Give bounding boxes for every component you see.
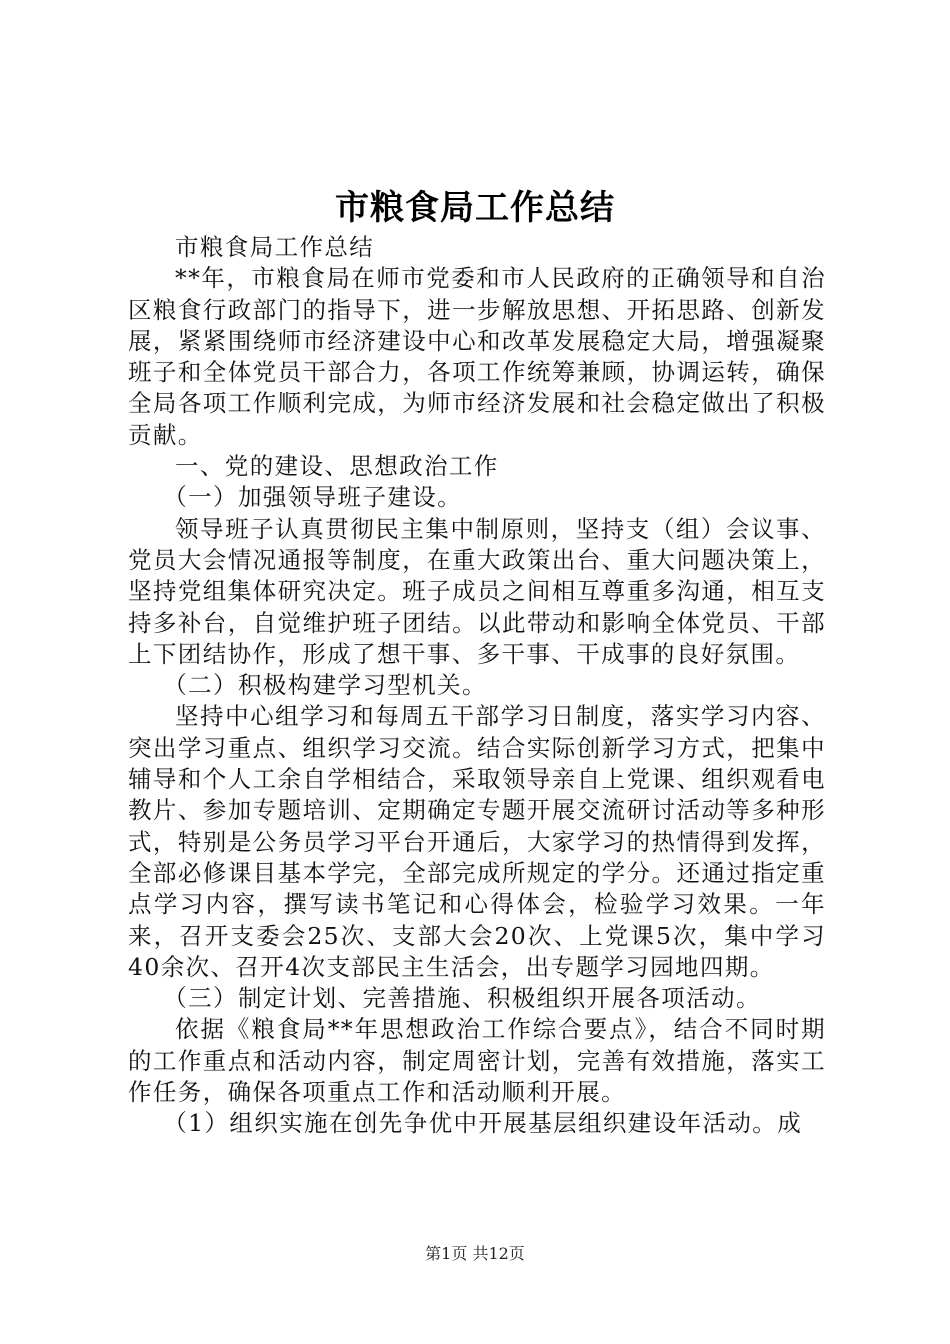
subsection-heading-3: （三）制定计划、完善措施、积极组织开展各项活动。: [163, 984, 761, 1013]
subsection-heading-1: （一）加强领导班子建设。: [163, 483, 463, 512]
paragraph-intro: **年，市粮食局在师市党委和市人民政府的正确领导和自治区粮食行政部门的指导下，进一步解放思想、开拓思路、创新发展，紧紧围绕师市经济建设中心和改革发展稳定大局，增强凝聚班子和全体党员干部合力，各项工作统筹兼顾，协调运转，确保全局各项工作顺利完成，为师市经济发展和社会稳定做出了积极贡献。: [128, 264, 826, 449]
paragraph-plan: 依据《粮食局**年思想政治工作综合要点》，结合不同时期的工作重点和活动内容，制定周密计划，完善有效措施，落实工作任务，确保各项重点工作和活动顺利开展。: [128, 1015, 826, 1107]
paragraph-leadership: 领导班子认真贯彻民主集中制原则，坚持支（组）会议事、党员大会情况通报等制度，在重大政策出台、重大问题决策上，坚持党组集体研究决定。班子成员之间相互尊重多沟通，相互支持多补台，自觉维护班子团结。以此带动和影响全体党员、干部上下团结协作，形成了想干事、多干事、干成事的良好氛围。: [128, 514, 826, 668]
paragraph-learning: 坚持中心组学习和每周五干部学习日制度，落实学习内容、突出学习重点、组织学习交流。结合实际创新学习方式，把集中辅导和个人工余自学相结合，采取领导亲自上党课、组织观看电教片、参加专题培训、定期确定专题开展交流研讨活动等多种形式，特别是公务员学习平台开通后，大家学习的热情得到发挥，全部必修课目基本学完，全部完成所规定的学分。还通过指定重点学习内容，撰写读书笔记和心得体会，检验学习效果。一年来，召开支委会25次、支部大会20次、上党课5次，集中学习40余次、召开4次支部民主生活会，出专题学习园地四期。: [128, 702, 826, 981]
page-footer: 第1页 共12页: [425, 1244, 525, 1263]
paragraph-item-1: （1）组织实施在创先争优中开展基层组织建设年活动。成: [163, 1109, 803, 1138]
paragraph-subtitle: 市粮食局工作总结: [175, 233, 375, 261]
subsection-heading-2: （二）积极构建学习型机关。: [163, 671, 487, 700]
document-title: 市粮食局工作总结: [335, 188, 615, 228]
section-heading-1: 一、党的建设、思想政治工作: [175, 452, 499, 481]
document-body: [128, 232, 826, 1140]
